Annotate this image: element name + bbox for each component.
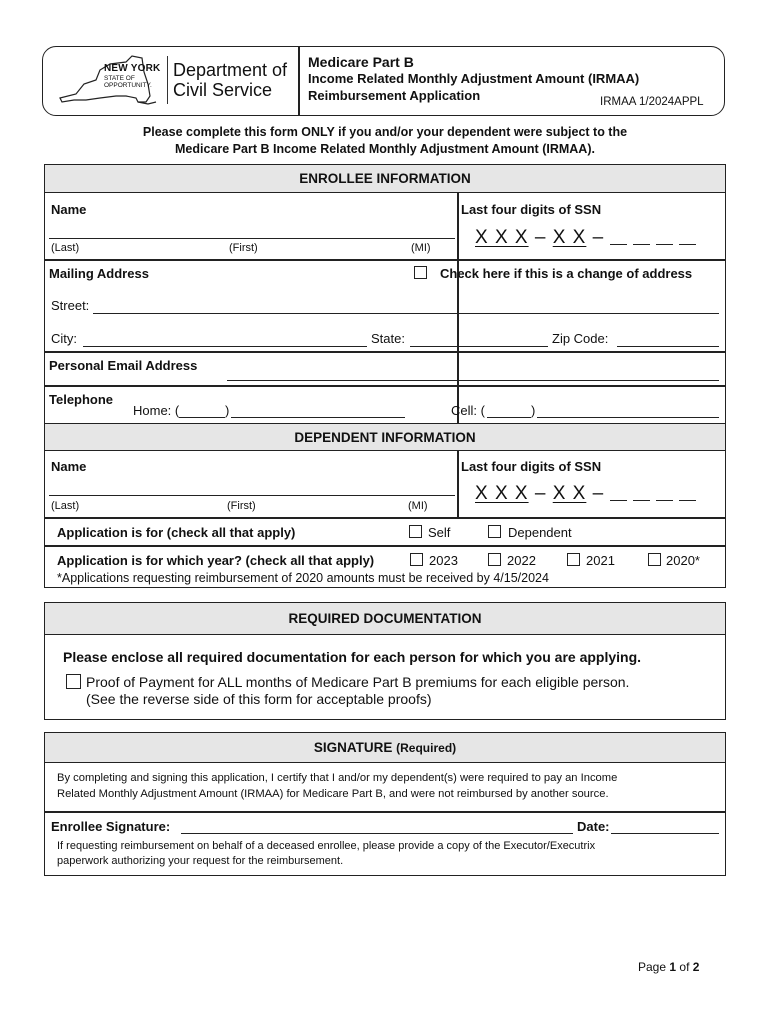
logo-separator <box>167 56 168 104</box>
dependent-heading: DEPENDENT INFORMATION <box>45 423 725 451</box>
logo-department <box>173 60 298 100</box>
street-label: Street: <box>51 298 90 313</box>
cell-phone-line[interactable] <box>537 417 719 418</box>
dependent-name-label: Name <box>51 459 87 474</box>
documentation-heading: REQUIRED DOCUMENTATION <box>45 603 725 635</box>
dependent-ssn-dash1: – <box>534 483 547 504</box>
year-2023-checkbox[interactable] <box>410 553 423 566</box>
date-label: Date: <box>577 819 610 834</box>
telephone-label: Telephone <box>49 392 114 407</box>
dependent-ssn-mask-b: X X <box>552 483 587 504</box>
proof-of-payment-checkbox[interactable] <box>66 674 81 689</box>
year-2022-checkbox[interactable] <box>488 553 501 566</box>
cell-paren-close: ) <box>531 403 536 418</box>
application-year-label: Application is for which year? (check all that apply) <box>57 553 375 568</box>
year-2021-checkbox[interactable] <box>567 553 580 566</box>
row-divider <box>45 385 725 387</box>
page-number <box>638 960 699 974</box>
self-checkbox[interactable] <box>409 525 422 538</box>
form-title-line3: Reimbursement Application <box>308 88 481 103</box>
row-divider <box>45 811 725 813</box>
application-footnote: *Applications requesting reimbursement of 2020 amounts must be received by 4/15/2024 <box>57 571 549 585</box>
enrollee-ssn-dash2: – <box>592 227 605 248</box>
deceased-note-line2: paperwork authorizing your request for the reimbursement. <box>57 855 344 867</box>
email-label: Personal Email Address <box>49 358 198 373</box>
logo-tagline-line2: OPPORTUNITY. <box>104 82 152 89</box>
page-total: 2 <box>692 960 700 974</box>
ssn-digit-blank[interactable] <box>633 229 650 245</box>
signature-heading-text: SIGNATURE <box>313 740 393 755</box>
ssn-digit-blank[interactable] <box>610 229 627 245</box>
year-2022-label: 2022 <box>507 553 536 568</box>
home-paren-close: ) <box>225 403 230 418</box>
enrollee-name-divider <box>457 193 459 423</box>
logo-state-name: NEW YORK <box>104 63 161 74</box>
signature-heading-suffix: (Required) <box>396 741 457 755</box>
email-input-line[interactable] <box>227 380 719 381</box>
ssn-digit-blank[interactable] <box>679 485 696 501</box>
dependent-checkbox[interactable] <box>488 525 501 538</box>
date-line[interactable] <box>611 833 719 834</box>
state-label: State: <box>371 331 405 346</box>
enrollee-mi-label: (MI) <box>411 242 431 254</box>
dependent-ssn-mask-a: X X X <box>475 483 529 504</box>
ssn-digit-blank[interactable] <box>633 485 650 501</box>
dependent-ssn-label: Last four digits of SSN <box>461 459 602 474</box>
dependent-name-line[interactable] <box>49 495 455 496</box>
year-2020-label: 2020* <box>666 553 700 568</box>
deceased-note-line1: If requesting reimbursement on behalf of a deceased enrollee, please provide a copy of the Executor/Executrix <box>57 840 596 852</box>
year-2023-label: 2023 <box>429 553 458 568</box>
city-label: City: <box>51 331 77 346</box>
certification-line1: By completing and signing this application, I certify that I and/or my dependent(s) were required to pay an Income <box>57 772 618 784</box>
dependent-ssn-dash2: – <box>592 483 605 504</box>
signature-heading <box>45 733 725 763</box>
form-title-line2: Income Related Monthly Adjustment Amount (IRMAA) <box>308 71 640 86</box>
dependent-first-label: (First) <box>227 500 256 512</box>
enrollee-last-label: (Last) <box>51 242 80 254</box>
city-input-line[interactable] <box>83 346 367 347</box>
ssn-digit-blank[interactable] <box>656 229 673 245</box>
intro-line2: Medicare Part B Income Related Monthly Adjustment Amount (IRMAA). <box>175 142 595 156</box>
enrollee-signature-label: Enrollee Signature: <box>51 819 171 834</box>
header-divider <box>298 46 300 116</box>
logo-state-tagline <box>104 75 164 89</box>
ssn-digit-blank[interactable] <box>610 485 627 501</box>
proof-of-payment-note: (See the reverse side of this form for acceptable proofs) <box>86 691 432 707</box>
documentation-instruction: Please enclose all required documentation for each person for which you are applying. <box>63 649 642 665</box>
home-phone-line[interactable] <box>231 417 405 418</box>
page-prefix: Page <box>638 960 667 974</box>
state-input-line[interactable] <box>410 346 548 347</box>
application-for-label: Application is for (check all that apply) <box>57 525 296 540</box>
year-2020-checkbox[interactable] <box>648 553 661 566</box>
page-of: of <box>679 960 690 974</box>
home-phone-label: Home: ( <box>133 403 180 418</box>
proof-of-payment-label: Proof of Payment for ALL months of Medicare Part B premiums for each eligible person. <box>86 674 630 690</box>
cell-phone-label: Cell: ( <box>451 403 485 418</box>
row-divider <box>45 517 725 519</box>
mailing-address-label: Mailing Address <box>49 266 149 281</box>
street-input-line[interactable] <box>93 313 719 314</box>
enrollee-ssn-label: Last four digits of SSN <box>461 202 602 217</box>
row-divider <box>45 259 725 261</box>
intro-line1: Please complete this form ONLY if you and/or your dependent were subject to the <box>142 125 628 139</box>
documentation-section <box>44 602 726 720</box>
dependent-option-label: Dependent <box>508 525 572 540</box>
change-of-address-label: Check here if this is a change of address <box>440 266 693 281</box>
enrollee-first-label: (First) <box>229 242 258 254</box>
ssn-digit-blank[interactable] <box>679 229 696 245</box>
dependent-mi-label: (MI) <box>408 500 428 512</box>
zip-label: Zip Code: <box>552 331 609 346</box>
dependent-last-label: (Last) <box>51 500 80 512</box>
enrollee-heading: ENROLLEE INFORMATION <box>45 165 725 193</box>
home-area-code-line[interactable] <box>179 417 225 418</box>
row-divider <box>45 351 725 353</box>
page-current: 1 <box>669 960 677 974</box>
enrollee-name-line[interactable] <box>49 238 455 239</box>
enrollee-dependent-section <box>44 164 726 588</box>
logo-tagline-line1: STATE OF <box>104 75 135 82</box>
dependent-name-divider <box>457 451 459 517</box>
change-of-address-checkbox[interactable] <box>414 266 427 279</box>
self-label: Self <box>428 525 451 540</box>
form-title-line1: Medicare Part B <box>308 54 414 70</box>
enrollee-ssn-field[interactable] <box>475 227 702 249</box>
logo-dept-line2: Civil Service <box>173 80 273 100</box>
zip-input-line[interactable] <box>617 346 719 347</box>
enrollee-ssn-mask-a: X X X <box>475 227 529 248</box>
signature-section <box>44 732 726 876</box>
enrollee-ssn-dash1: – <box>534 227 547 248</box>
enrollee-ssn-mask-b: X X <box>552 227 587 248</box>
row-divider <box>45 545 725 547</box>
form-code: IRMAA 1/2024APPL <box>600 96 704 108</box>
ssn-digit-blank[interactable] <box>656 485 673 501</box>
enrollee-name-label: Name <box>51 202 87 217</box>
logo-dept-line1: Department of <box>173 60 288 80</box>
enrollee-signature-line[interactable] <box>181 833 573 834</box>
year-2021-label: 2021 <box>586 553 615 568</box>
certification-line2: Related Monthly Adjustment Amount (IRMAA) for Medicare Part B, and were not reimbursed by another source. <box>57 788 609 800</box>
dependent-ssn-field[interactable] <box>475 483 702 505</box>
cell-area-code-line[interactable] <box>487 417 531 418</box>
